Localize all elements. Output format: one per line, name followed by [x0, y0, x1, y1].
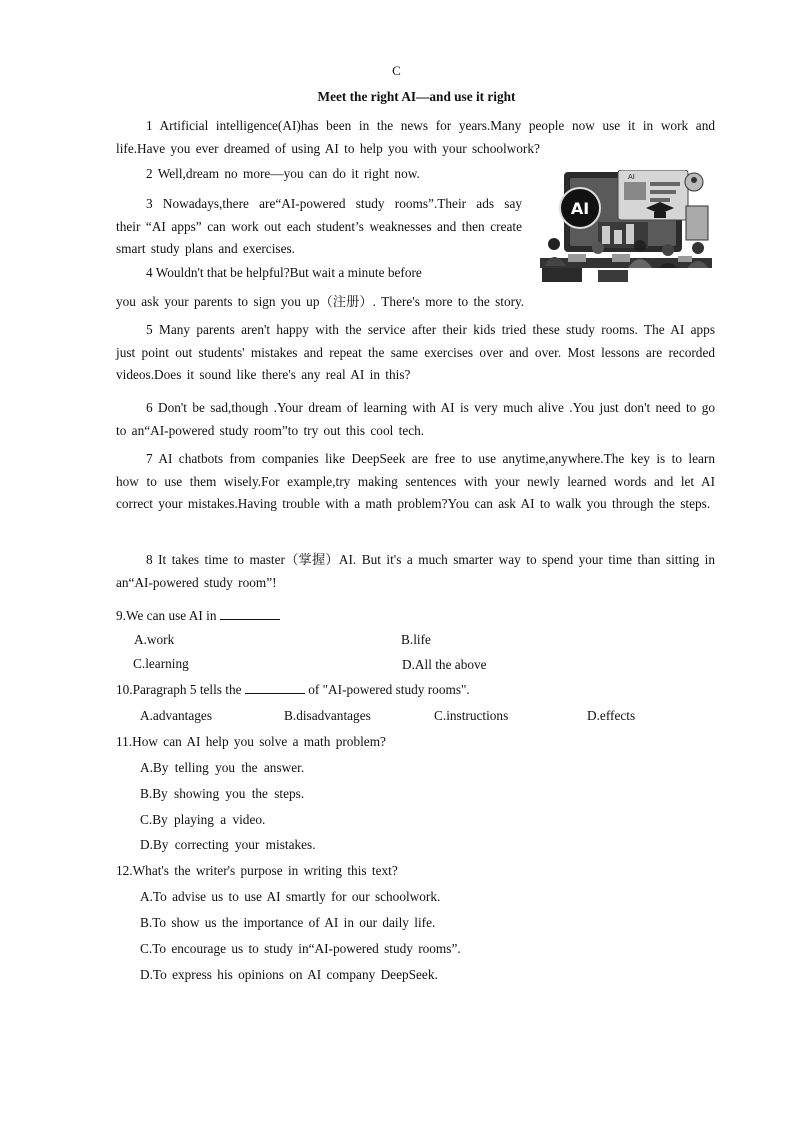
answer-blank	[220, 608, 280, 620]
ai-study-illustration	[538, 170, 714, 286]
question-11-stem: 11.How can AI help you solve a math problem?	[116, 734, 386, 749]
question-9-option-b: B.life	[401, 632, 431, 647]
question-11-option-d: D.By correcting your mistakes.	[140, 837, 316, 852]
paragraph-6: 6 Don't be sad,though .Your dream of learning with AI is very much alive .You just don't need to go to an“AI-powered study room”to try out this cool tech.	[116, 400, 715, 438]
corner-ai-label: AI	[628, 173, 635, 181]
section-letter: C	[392, 63, 401, 78]
paragraph-8: 8 It takes time to master（掌握）AI. But it's a much smarter way to spend your time than sitting in an“AI-powered study room”!	[116, 552, 715, 590]
question-11-option-c: C.By playing a video.	[140, 812, 266, 827]
question-10-stem-start: 10.Paragraph 5 tells the	[116, 682, 242, 697]
question-10-stem-end: of "AI-powered study rooms".	[308, 682, 470, 697]
paragraph-3: 3 Nowadays,there are“AI-powered study rooms”.Their ads say their “AI apps” can work out each student’s weaknesses and then create smart study plans and exercises.	[116, 196, 522, 256]
question-9	[116, 608, 280, 624]
question-10-option-a: A.advantages	[140, 708, 212, 723]
question-10-option-c: C.instructions	[434, 708, 509, 723]
paragraph-4-line-1: 4 Wouldn't that be helpful?But wait a minute before	[146, 265, 422, 280]
paragraph-4-line-2: you ask your parents to sign you up（注册）. There's more to the story.	[116, 294, 525, 309]
paragraph-2: 2 Well,dream no more—you can do it right now.	[146, 166, 420, 181]
question-10-option-b: B.disadvantages	[284, 708, 371, 723]
passage-title: Meet the right AI—and use it right	[317, 89, 516, 104]
question-12-option-c: C.To encourage us to study in“AI-powered study rooms”.	[140, 941, 461, 956]
question-11-option-a: A.By telling you the answer.	[140, 760, 305, 775]
paragraph-7: 7 AI chatbots from companies like DeepSeek are free to use anytime,anywhere.The key is to learn how to use them wisely.For example,try making sentences with your newly learned words and let AI correct your mistakes.Having trouble with a math problem?You can ask AI to walk you through the steps.	[116, 451, 715, 511]
ai-badge-label: AI	[570, 199, 590, 218]
answer-blank	[245, 682, 305, 694]
question-9-option-c: C.learning	[133, 656, 189, 671]
question-9-option-a: A.work	[134, 632, 175, 647]
question-10	[116, 682, 470, 698]
question-12-option-b: B.To show us the importance of AI in our daily life.	[140, 915, 436, 930]
question-12-option-d: D.To express his opinions on AI company DeepSeek.	[140, 967, 438, 982]
question-11-option-b: B.By showing you the steps.	[140, 786, 305, 801]
paragraph-5: 5 Many parents aren't happy with the service after their kids tried these study rooms. The AI apps just point out students' mistakes and repeat the same exercises over and over. Most lessons are recorded videos.Does it sound like there's any real AI in this?	[116, 322, 715, 382]
paragraph-1: 1 Artificial intelligence(AI)has been in the news for years.Many people now use it in work and life.Have you ever dreamed of using AI to help you with your schoolwork?	[116, 118, 715, 156]
question-9-stem: 9.We can use AI in	[116, 608, 217, 623]
question-12-option-a: A.To advise us to use AI smartly for our schoolwork.	[140, 889, 441, 904]
question-9-option-d: D.All the above	[402, 657, 487, 672]
question-10-option-d: D.effects	[587, 708, 636, 723]
question-12-stem: 12.What's the writer's purpose in writing this text?	[116, 863, 398, 878]
